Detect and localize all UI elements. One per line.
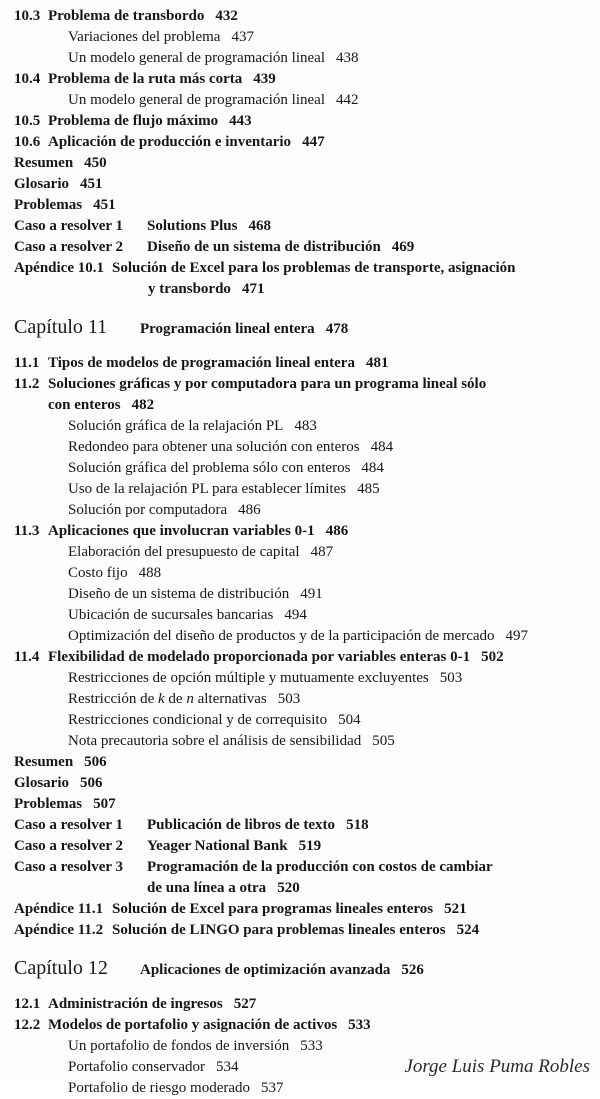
entry-title: Solución por computadora (68, 502, 228, 518)
chapter-label: Capítulo 12 (14, 957, 108, 979)
title-segment: n (186, 691, 194, 707)
entry-body (68, 48, 592, 69)
entry-body (140, 319, 592, 340)
entry-body (68, 605, 592, 626)
entry-body (68, 90, 592, 111)
entry-body (68, 710, 592, 731)
entry-title: Ubicación de sucursales bancarias (68, 607, 274, 623)
entry-label: 11.2 (14, 376, 40, 392)
entry-title-line2: y transbordo (148, 281, 231, 297)
entry-title: Diseño de un sistema de distribución (147, 239, 381, 255)
entry-body (14, 773, 592, 794)
entry-title: Un modelo general de programación lineal (68, 50, 325, 66)
entry-title: Solución de Excel para programas lineales enteros (112, 901, 434, 917)
page-number: 520 (277, 880, 300, 896)
toc-entry (14, 710, 592, 731)
toc-list (14, 6, 592, 1099)
entry-label: Apéndice 10.1 (14, 260, 104, 276)
entry-body (68, 563, 592, 584)
entry-label: 10.5 (14, 113, 41, 129)
entry-label: 11.1 (14, 355, 40, 371)
entry-body (147, 857, 592, 899)
entry-body (147, 237, 592, 258)
entry-body (68, 542, 592, 563)
entry-body (68, 416, 592, 437)
entry-title: Problemas (14, 197, 83, 213)
entry-title-line2: de una línea a otra (147, 880, 267, 896)
toc-entry (14, 458, 592, 479)
entry-body (68, 437, 592, 458)
entry-title: Solutions Plus (147, 218, 238, 234)
entry-body (140, 960, 592, 981)
toc-entry (14, 479, 592, 500)
entry-title: Yeager National Bank (147, 838, 288, 854)
entry-title: Optimización del diseño de productos y de la participación de mercado (68, 628, 495, 644)
entry-body (68, 626, 592, 647)
entry-title: Portafolio conservador (68, 1059, 206, 1075)
toc-entry (14, 857, 592, 899)
toc-entry (14, 731, 592, 752)
page-number: 497 (505, 628, 529, 644)
page-number: 471 (241, 281, 265, 297)
page-number: 506 (80, 775, 103, 791)
page-number: 502 (481, 649, 504, 665)
toc-entry (14, 1078, 592, 1099)
entry-body (68, 1078, 592, 1099)
entry-title: Glosario (14, 176, 69, 192)
toc-entry (14, 689, 592, 710)
page-number: 485 (357, 481, 380, 497)
entry-body (147, 216, 592, 237)
page-number: 487 (310, 544, 334, 560)
toc-entry (14, 195, 592, 216)
toc-entry (14, 258, 592, 300)
page-number: 505 (372, 733, 395, 749)
entry-body (68, 458, 592, 479)
toc-entry (14, 584, 592, 605)
entry-body (68, 1036, 592, 1057)
toc-entry (14, 794, 592, 815)
entry-label: Caso a resolver 1 (14, 817, 124, 833)
entry-title: Problema de la ruta más corta (48, 71, 243, 87)
entry-title: Problema de flujo máximo (48, 113, 219, 129)
entry-body (112, 920, 592, 941)
entry-body (68, 27, 592, 48)
entry-title: Aplicaciones de optimización avanzada (140, 962, 391, 978)
entry-title: Problemas (14, 796, 83, 812)
entry-label: 10.3 (14, 8, 41, 24)
entry-body (48, 521, 592, 542)
entry-body (48, 374, 592, 416)
toc-entry (14, 899, 592, 920)
page-number: 484 (370, 439, 394, 455)
entry-label: 11.4 (14, 649, 40, 665)
toc-entry (14, 521, 592, 542)
page-number: 442 (336, 92, 359, 108)
entry-title (68, 691, 267, 707)
entry-label: 10.6 (14, 134, 41, 150)
page-number: 451 (93, 197, 116, 213)
page-number: 483 (294, 418, 317, 434)
entry-label: 12.1 (14, 996, 41, 1012)
entry-title: Restricciones condicional y de correquisito (68, 712, 328, 728)
title-segment: alternativas (193, 691, 267, 707)
toc-entry (14, 994, 592, 1015)
entry-body (112, 899, 592, 920)
entry-title: Resumen (14, 754, 74, 770)
entry-body (48, 132, 592, 153)
page-number: 526 (401, 962, 424, 978)
toc-entry (14, 668, 592, 689)
toc-entry (14, 69, 592, 90)
page-number: 486 (325, 523, 349, 539)
entry-title: Programación lineal entera (140, 321, 315, 337)
page-number: 507 (93, 796, 116, 812)
toc-entry (14, 90, 592, 111)
page-number: 451 (80, 176, 103, 192)
page-number: 438 (336, 50, 359, 66)
toc-entry (14, 6, 592, 27)
entry-body (14, 195, 592, 216)
entry-title: Solución de LINGO para problemas lineales enteros (112, 922, 446, 938)
entry-body (48, 6, 592, 27)
entry-title: Diseño de un sistema de distribución (68, 586, 290, 602)
entry-title: Solución gráfica del problema sólo con enteros (68, 460, 351, 476)
toc-entry (14, 773, 592, 794)
page-number: 443 (229, 113, 252, 129)
signature: Jorge Luis Puma Robles (404, 1056, 590, 1077)
toc-entry (14, 647, 592, 668)
entry-body (68, 731, 592, 752)
toc-entry (14, 216, 592, 237)
entry-title: Solución de Excel para los problemas de transporte, asignación (112, 260, 516, 276)
chapter-label: Capítulo 11 (14, 316, 108, 338)
entry-body (14, 752, 592, 773)
entry-title: Un modelo general de programación lineal (68, 92, 325, 108)
page-number: 494 (284, 607, 307, 623)
entry-body (48, 353, 592, 374)
toc-entry (14, 752, 592, 773)
toc-entry (14, 153, 592, 174)
entry-body (68, 479, 592, 500)
page-number: 437 (231, 29, 254, 45)
toc-entry (14, 605, 592, 626)
entry-title: Variaciones del problema (68, 29, 221, 45)
entry-title: Problema de transbordo (48, 8, 205, 24)
page-number: 533 (348, 1017, 371, 1033)
entry-body (48, 994, 592, 1015)
page-number: 506 (84, 754, 107, 770)
page-number: 503 (277, 691, 301, 707)
entry-label: Caso a resolver 2 (14, 239, 124, 255)
entry-label: Apéndice 11.1 (14, 901, 104, 917)
toc-entry (14, 500, 592, 521)
entry-title: Portafolio de riesgo moderado (68, 1080, 251, 1096)
toc-entry (14, 815, 592, 836)
page-number: 481 (365, 355, 389, 371)
page-number: 478 (325, 321, 349, 337)
entry-title: Redondeo para obtener una solución con enteros (68, 439, 360, 455)
entry-label: Caso a resolver 3 (14, 859, 124, 875)
toc-entry (14, 1036, 592, 1057)
entry-body (68, 668, 592, 689)
page-number: 439 (253, 71, 276, 87)
toc-entry (14, 416, 592, 437)
entry-title: Tipos de modelos de programación lineal entera (48, 355, 355, 371)
toc-entry (14, 563, 592, 584)
entry-title: Resumen (14, 155, 74, 171)
toc-entry (14, 174, 592, 195)
page-number: 447 (302, 134, 325, 150)
entry-label: Apéndice 11.2 (14, 922, 104, 938)
entry-body (48, 111, 592, 132)
toc-entry (14, 353, 592, 374)
entry-title: Solución gráfica de la relajación PL (68, 418, 284, 434)
entry-title-line2: con enteros (48, 397, 121, 413)
page-number: 537 (261, 1080, 284, 1096)
page-number: 432 (215, 8, 238, 24)
entry-body (147, 815, 592, 836)
entry-body (14, 153, 592, 174)
page-number: 491 (300, 586, 323, 602)
entry-title: Publicación de libros de texto (147, 817, 336, 833)
title-segment: k (157, 691, 165, 707)
entry-title: Aplicación de producción e inventario (48, 134, 292, 150)
toc-entry (14, 836, 592, 857)
entry-body (14, 794, 592, 815)
toc-entry (14, 920, 592, 941)
page-number: 504 (338, 712, 361, 728)
entry-title: Uso de la relajación PL para establecer límites (68, 481, 347, 497)
page-number: 519 (298, 838, 322, 854)
entry-title: Restricciones de opción múltiple y mutuamente excluyentes (68, 670, 429, 686)
entry-label: 11.3 (14, 523, 40, 539)
entry-body (48, 1015, 592, 1036)
toc-entry (14, 626, 592, 647)
chapter-heading (14, 956, 592, 981)
entry-body (68, 584, 592, 605)
entry-title: Glosario (14, 775, 69, 791)
toc-entry (14, 542, 592, 563)
title-segment: de (164, 691, 187, 707)
entry-title: Flexibilidad de modelado proporcionada por variables enteras 0-1 (48, 649, 471, 665)
page-number: 534 (216, 1059, 239, 1075)
page-number: 521 (444, 901, 467, 917)
entry-title: Modelos de portafolio y asignación de activos (48, 1017, 338, 1033)
page-number: 469 (391, 239, 415, 255)
entry-body (48, 647, 592, 668)
page-number: 468 (248, 218, 271, 234)
entry-body (48, 69, 592, 90)
entry-label: 10.4 (14, 71, 41, 87)
entry-title: Un portafolio de fondos de inversión (68, 1038, 290, 1054)
toc-entry (14, 111, 592, 132)
page-number: 482 (131, 397, 155, 413)
title-segment: Restricción de (68, 691, 158, 707)
page-number: 527 (233, 996, 257, 1012)
entry-title: Programación de la producción con costos de cambiar (147, 859, 493, 875)
entry-title: Elaboración del presupuesto de capital (68, 544, 300, 560)
entry-title: Aplicaciones que involucran variables 0-1 (48, 523, 315, 539)
entry-body (112, 258, 592, 300)
entry-body (68, 689, 592, 710)
page-number: 486 (238, 502, 261, 518)
entry-label: Caso a resolver 1 (14, 218, 124, 234)
entry-title: Costo fijo (68, 565, 128, 581)
entry-label: 12.2 (14, 1017, 41, 1033)
toc-entry (14, 237, 592, 258)
toc-entry (14, 1015, 592, 1036)
entry-body (68, 500, 592, 521)
toc-entry (14, 437, 592, 458)
entry-body (147, 836, 592, 857)
entry-title: Soluciones gráficas y por computadora para un programa lineal sólo (48, 376, 487, 392)
entry-title: Administración de ingresos (48, 996, 223, 1012)
page-number: 533 (300, 1038, 323, 1054)
page-number: 524 (456, 922, 480, 938)
toc-entry (14, 48, 592, 69)
page-number: 450 (84, 155, 107, 171)
toc-entry (14, 374, 592, 416)
page-number: 503 (439, 670, 463, 686)
entry-label: Caso a resolver 2 (14, 838, 124, 854)
toc-entry (14, 27, 592, 48)
page-number: 484 (361, 460, 384, 476)
page-number: 518 (346, 817, 369, 833)
toc-entry (14, 132, 592, 153)
entry-body (14, 174, 592, 195)
page-number: 488 (138, 565, 162, 581)
entry-title: Nota precautoria sobre el análisis de sensibilidad (68, 733, 362, 749)
chapter-heading (14, 315, 592, 340)
